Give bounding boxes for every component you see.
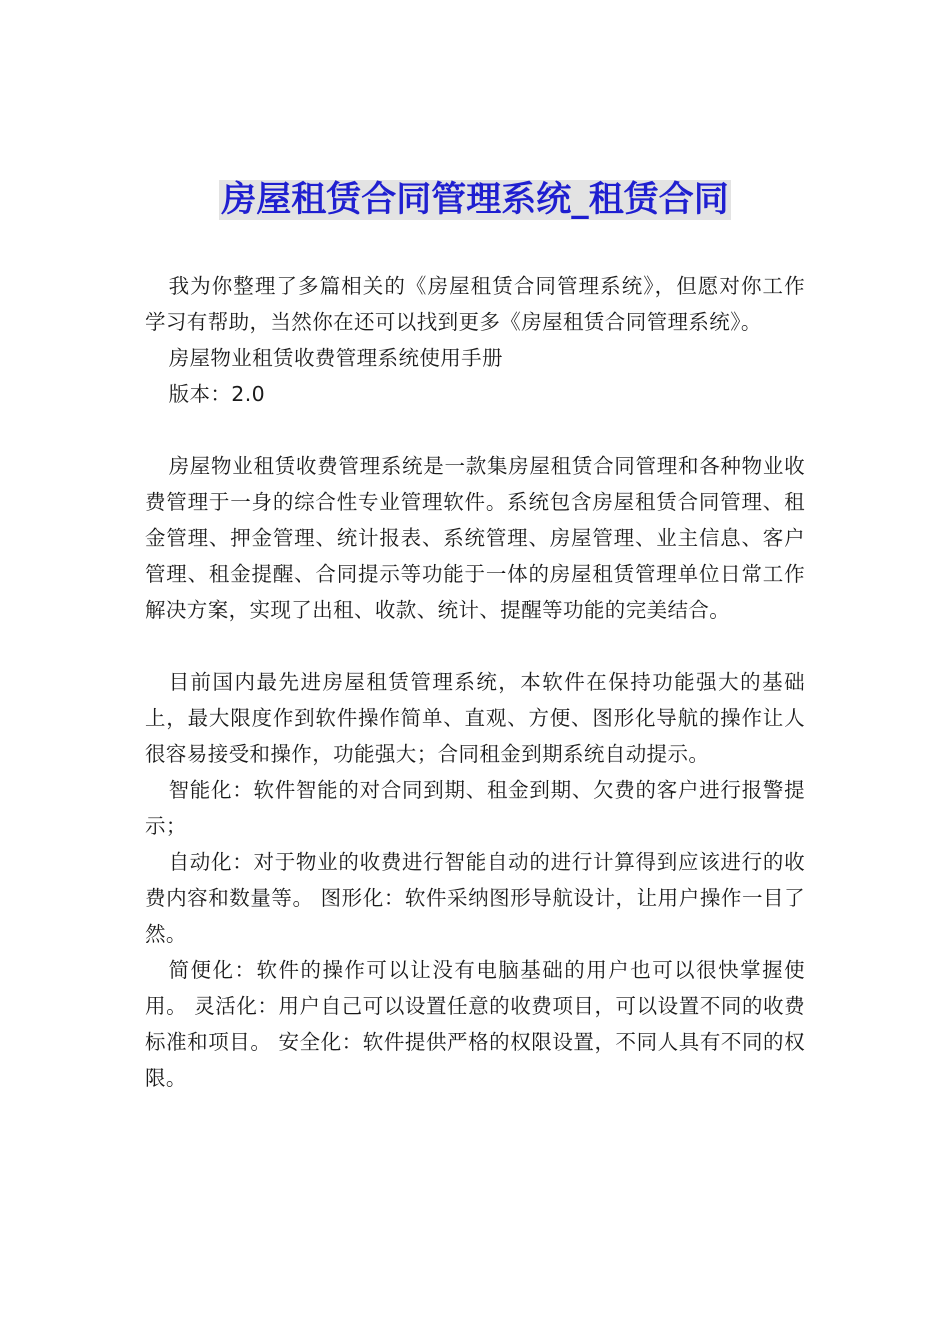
document-title-text: 房屋租赁合同管理系统_租赁合同 bbox=[221, 180, 729, 220]
paragraph-advantages: 目前国内最先进房屋租赁管理系统，本软件在保持功能强大的基础上，最大限度作到软件操作简单、直观、方便、图形化导航的操作让人很容易接受和操作，功能强大；合同租金到期系统自动提示。 bbox=[145, 670, 805, 766]
paragraph-version: 版本：2.0 bbox=[168, 382, 266, 406]
paragraph-intelligent: 智能化：软件智能的对合同到期、租金到期、欠费的客户进行报警提示； bbox=[145, 778, 805, 838]
paragraph-gap bbox=[145, 412, 805, 448]
paragraph-simple: 简便化：软件的操作可以让没有电脑基础的用户也可以很快掌握使用。 灵活化：用户自己可以设置任意的收费项目，可以设置不同的收费标准和项目。 安全化：软件提供严格的权限设置，不同人具有不同的权限。 bbox=[145, 958, 805, 1090]
paragraph-manual-title: 房屋物业租赁收费管理系统使用手册 bbox=[168, 346, 503, 370]
document-body bbox=[145, 268, 805, 1096]
paragraph-automatic: 自动化：对于物业的收费进行智能自动的进行计算得到应该进行的收费内容和数量等。 图形化：软件采纳图形导航设计，让用户操作一目了然。 bbox=[145, 850, 805, 946]
paragraph-system-overview: 房屋物业租赁收费管理系统是一款集房屋租赁合同管理和各种物业收费管理于一身的综合性专业管理软件。系统包含房屋租赁合同管理、租金管理、押金管理、统计报表、系统管理、房屋管理、业主信息、客户管理、租金提醒、合同提示等功能于一体的房屋租赁管理单位日常工作解决方案，实现了出租、收款、统计、提醒等功能的完美结合。 bbox=[145, 454, 805, 622]
document-title bbox=[0, 176, 950, 224]
paragraph-intro: 我为你整理了多篇相关的《房屋租赁合同管理系统》，但愿对你工作学习有帮助，当然你在还可以找到更多《房屋租赁合同管理系统》。 bbox=[145, 274, 805, 334]
paragraph-gap bbox=[145, 628, 805, 664]
